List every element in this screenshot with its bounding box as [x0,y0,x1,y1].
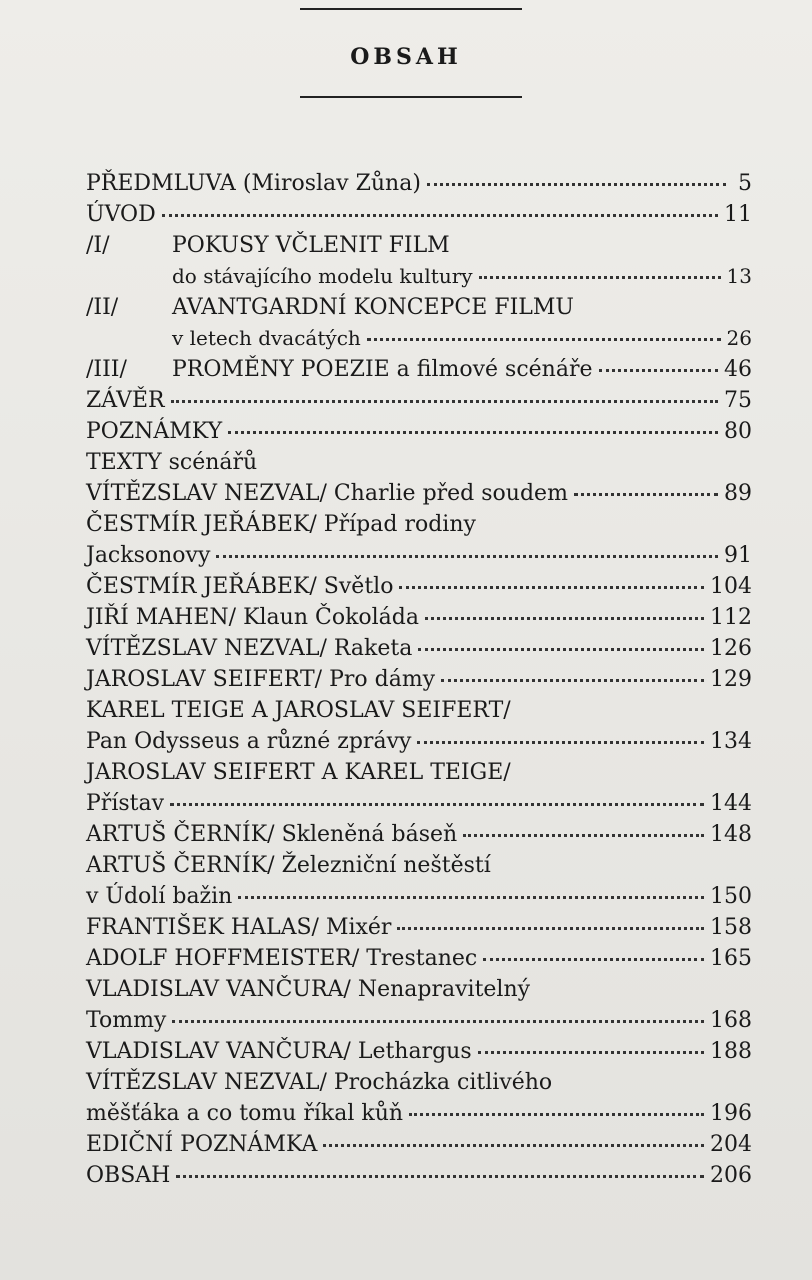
dot-leader [216,555,718,558]
toc-entry [86,726,752,757]
dot-leader [228,431,718,434]
toc-entry-title: Pan Odysseus a různé zprávy [86,729,412,754]
toc-entry-page: 5 [738,171,752,196]
toc-entry [86,1067,752,1098]
toc-entry-title: TEXTY scénářů [86,450,258,475]
dot-leader [409,1113,704,1116]
toc-entry-title: VÍTĚZSLAV NEZVAL/ Charlie před soudem [86,481,568,506]
toc-entry-page: 206 [710,1163,752,1188]
toc-entry-title: VÍTĚZSLAV NEZVAL/ Raketa [86,636,413,661]
toc-entry-page: 89 [724,481,752,506]
dot-leader [170,803,704,806]
toc-entry-title: OBSAH [86,1163,171,1188]
toc-entry [86,199,752,230]
dot-leader [176,1175,704,1178]
toc-entry [86,974,752,1005]
toc-entry [86,664,752,695]
toc-entry-title: v Údolí bažin [86,884,233,909]
dot-leader [441,679,704,682]
toc-entry [86,509,752,540]
toc-entry [86,354,752,385]
toc-entry-page: 188 [710,1039,752,1064]
toc-entry-page: 91 [724,543,752,568]
toc-entry-page: 104 [710,574,752,599]
toc-entry [86,1036,752,1067]
toc-entry [86,912,752,943]
toc-entry-page: 75 [724,388,752,413]
toc-entry-title: ARTUŠ ČERNÍK/ Železniční neštěstí [86,853,491,878]
toc-entry [86,1005,752,1036]
toc-entry-page: 46 [724,357,752,382]
dot-leader [599,369,718,372]
toc-entry [86,943,752,974]
toc-entry-title: ÚVOD [86,202,156,227]
dot-leader [162,214,718,217]
toc-entry-page: 112 [710,605,752,630]
toc-entry-title: PŘEDMLUVA (Miroslav Zůna) [86,171,421,196]
toc-entry [86,819,752,850]
toc-entry [86,261,752,292]
toc-entry [86,416,752,447]
toc-entry-title: PROMĚNY POEZIE a filmové scénáře [172,357,593,382]
dot-leader [427,183,726,186]
dot-leader [417,741,704,744]
toc-entry-page: 144 [710,791,752,816]
toc-entry [86,633,752,664]
toc-entry-title: POKUSY VČLENIT FILM [172,233,450,258]
toc-entry-page: 129 [710,667,752,692]
toc-entry-page: 158 [710,915,752,940]
toc-entry-title: v letech dvacátých [172,326,361,350]
toc-entry-title: Přístav [86,791,165,816]
toc-entry-title: KAREL TEIGE A JAROSLAV SEIFERT/ [86,698,511,723]
toc-entry-title: měšťáka a co tomu říkal kůň [86,1101,404,1126]
toc-entry-page: 196 [710,1101,752,1126]
toc-entry [86,850,752,881]
toc-entry-page: 126 [710,636,752,661]
toc-entry-title: Jacksonovy [86,543,211,568]
toc-entry-title: ADOLF HOFFMEISTER/ Trestanec [86,946,478,971]
toc-entry-page: 148 [710,822,752,847]
toc-entry [86,1160,752,1191]
toc-entry-number: /I/ [86,233,110,258]
toc-entry [86,478,752,509]
toc-entry [86,540,752,571]
dot-leader [478,1051,704,1054]
dot-leader [425,617,704,620]
dot-leader [483,958,704,961]
dot-leader [399,586,704,589]
toc-entry-title: POZNÁMKY [86,419,223,444]
toc-entry-title: ČESTMÍR JEŘÁBEK/ Světlo [86,574,394,599]
toc-entry-title: AVANTGARDNÍ KONCEPCE FILMU [172,295,574,320]
toc-entry-title: do stávajícího modelu kultury [172,264,473,288]
toc-entry [86,385,752,416]
toc-entry-title: JAROSLAV SEIFERT/ Pro dámy [86,667,436,692]
dot-leader [418,648,704,651]
toc-entry-page: 204 [710,1132,752,1157]
dot-leader [171,400,718,403]
toc-entry [86,1098,752,1129]
toc-entry [86,292,752,323]
toc-entry [86,757,752,788]
toc-entry [86,230,752,261]
toc-entry-page: 134 [710,729,752,754]
toc-entry [86,323,752,354]
toc-entry-page: 11 [724,202,752,227]
toc-entry-title: Tommy [86,1008,167,1033]
toc-entry [86,1129,752,1160]
top-rule [300,8,522,10]
toc-entry-title: VÍTĚZSLAV NEZVAL/ Procházka citlivého [86,1070,553,1095]
toc-entry-page: 150 [710,884,752,909]
toc-entry-title: VLADISLAV VANČURA/ Lethargus [86,1039,472,1064]
toc-entry-number: /III/ [86,357,127,382]
toc-entry-page: 80 [724,419,752,444]
toc-entry-number: /II/ [86,295,119,320]
toc-entry [86,571,752,602]
toc-entry-title: JIŘÍ MAHEN/ Klaun Čokoláda [86,605,419,630]
dot-leader [397,927,704,930]
dot-leader [463,834,704,837]
dot-leader [238,896,704,899]
toc-entry [86,881,752,912]
toc-entry-title: ARTUŠ ČERNÍK/ Skleněná báseň [86,822,458,847]
toc-entry-title: JAROSLAV SEIFERT A KAREL TEIGE/ [86,760,511,785]
toc-entry-page: 26 [726,326,752,350]
dot-leader [479,276,721,279]
title-rule [300,96,522,98]
toc-entry [86,447,752,478]
toc-entry-page: 168 [710,1008,752,1033]
toc-entry [86,788,752,819]
toc-entry-title: EDIČNÍ POZNÁMKA [86,1132,318,1157]
dot-leader [323,1144,704,1147]
dot-leader [367,338,721,341]
toc-entry-title: ZÁVĚR [86,388,165,413]
table-of-contents [86,168,752,1191]
toc-entry-title: ČESTMÍR JEŘÁBEK/ Případ rodiny [86,512,476,537]
toc-entry [86,695,752,726]
toc-entry-title: FRANTIŠEK HALAS/ Mixér [86,915,392,940]
dot-leader [172,1020,704,1023]
dot-leader [574,493,718,496]
toc-entry-title: VLADISLAV VANČURA/ Nenapravitelný [86,977,531,1002]
toc-entry-page: 13 [726,264,752,288]
toc-entry [86,168,752,199]
toc-entry [86,602,752,633]
toc-entry-page: 165 [710,946,752,971]
page-title: OBSAH [350,44,462,70]
